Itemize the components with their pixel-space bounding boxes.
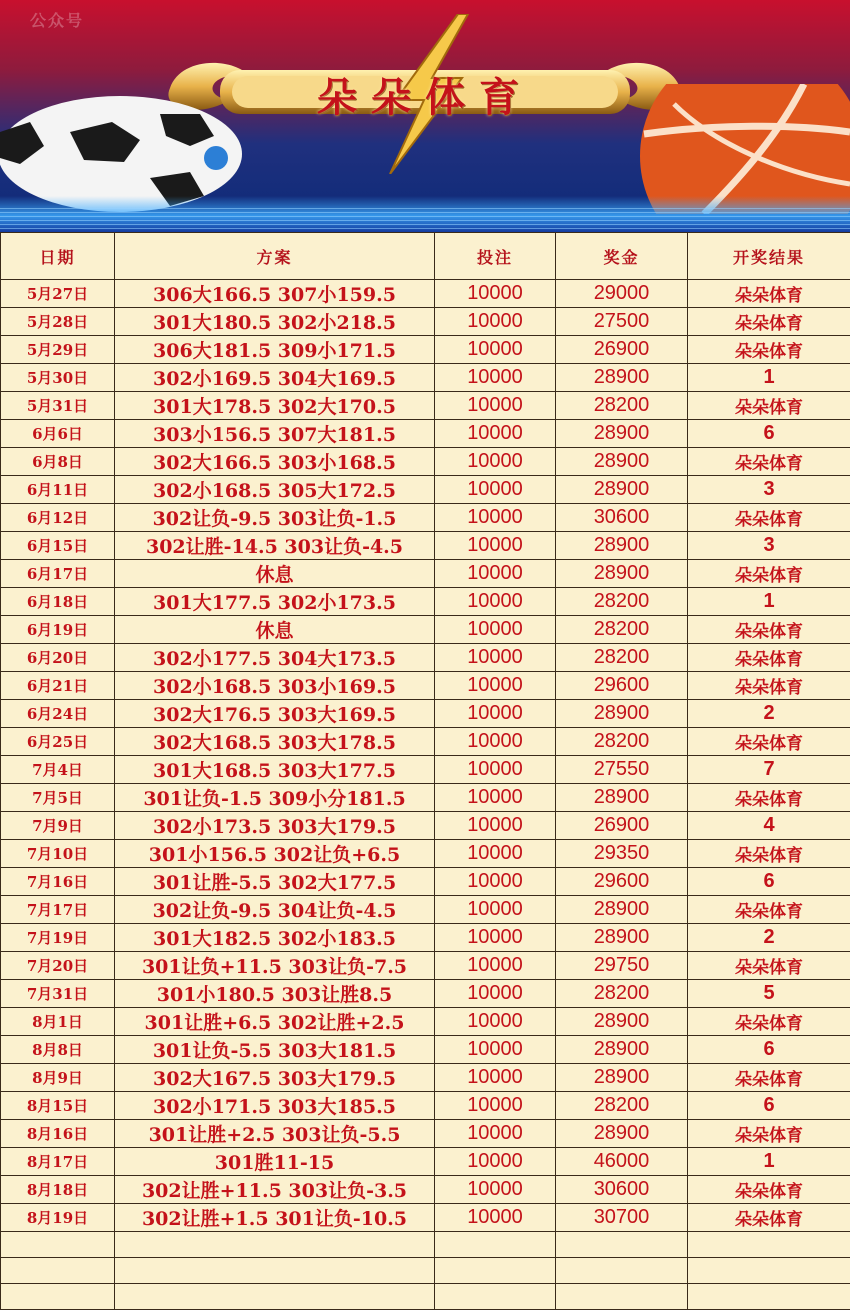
header-banner <box>0 0 850 232</box>
brand-logo-text: 朵朵体育 <box>228 66 622 123</box>
empty-cell <box>115 1258 435 1284</box>
empty-cell <box>556 1258 688 1284</box>
empty-cell <box>688 1258 850 1284</box>
cell-result: 朵朵体育 <box>688 784 850 812</box>
header-date: 日期 <box>1 233 115 280</box>
cell-prize: 26900 <box>556 336 688 364</box>
cell-plan: 301让胜+6.5 302让胜+2.5 <box>115 1008 435 1036</box>
cell-result: 6 <box>688 420 850 448</box>
cell-date: 6月8日 <box>1 448 115 476</box>
cell-prize: 28900 <box>556 700 688 728</box>
cell-plan: 301让胜-5.5 302大177.5 <box>115 868 435 896</box>
cell-result: 4 <box>688 812 850 840</box>
cell-result: 朵朵体育 <box>688 1204 850 1232</box>
cell-plan: 302让胜+1.5 301让负-10.5 <box>115 1204 435 1232</box>
cell-date: 8月15日 <box>1 1092 115 1120</box>
cell-prize: 29000 <box>556 280 688 308</box>
cell-result: 朵朵体育 <box>688 392 850 420</box>
cell-prize: 28200 <box>556 392 688 420</box>
cell-stake: 10000 <box>435 1092 556 1120</box>
cell-date: 6月17日 <box>1 560 115 588</box>
table-row <box>1 784 850 812</box>
cell-stake: 10000 <box>435 1008 556 1036</box>
cell-prize: 29350 <box>556 840 688 868</box>
empty-row <box>1 1232 850 1258</box>
table-row <box>1 1008 850 1036</box>
cell-result: 朵朵体育 <box>688 840 850 868</box>
cell-date: 8月18日 <box>1 1176 115 1204</box>
cell-date: 8月1日 <box>1 1008 115 1036</box>
table-row <box>1 476 850 504</box>
empty-cell <box>435 1232 556 1258</box>
cell-prize: 28900 <box>556 1120 688 1148</box>
cell-prize: 46000 <box>556 1148 688 1176</box>
table-row <box>1 560 850 588</box>
table-row <box>1 840 850 868</box>
cell-result: 5 <box>688 980 850 1008</box>
empty-cell <box>115 1232 435 1258</box>
cell-result: 朵朵体育 <box>688 644 850 672</box>
cell-stake: 10000 <box>435 868 556 896</box>
table-row <box>1 896 850 924</box>
empty-row <box>1 1258 850 1284</box>
cell-plan: 301大182.5 302小183.5 <box>115 924 435 952</box>
cell-date: 6月21日 <box>1 672 115 700</box>
cell-date: 6月25日 <box>1 728 115 756</box>
cell-plan: 301让胜+2.5 303让负-5.5 <box>115 1120 435 1148</box>
cell-result: 朵朵体育 <box>688 952 850 980</box>
cell-prize: 28900 <box>556 532 688 560</box>
table-row <box>1 280 850 308</box>
cell-result: 朵朵体育 <box>688 448 850 476</box>
cell-date: 7月19日 <box>1 924 115 952</box>
table-row <box>1 364 850 392</box>
cell-prize: 28200 <box>556 1092 688 1120</box>
cell-prize: 28900 <box>556 1008 688 1036</box>
cell-date: 5月29日 <box>1 336 115 364</box>
cell-stake: 10000 <box>435 280 556 308</box>
cell-result: 朵朵体育 <box>688 560 850 588</box>
cell-prize: 30600 <box>556 504 688 532</box>
cell-plan: 302让负-9.5 304让负-4.5 <box>115 896 435 924</box>
cell-plan: 301大177.5 302小173.5 <box>115 588 435 616</box>
table-row <box>1 952 850 980</box>
cell-plan: 302让负-9.5 303让负-1.5 <box>115 504 435 532</box>
table-row <box>1 1092 850 1120</box>
cell-plan: 302大166.5 303小168.5 <box>115 448 435 476</box>
cell-prize: 28200 <box>556 980 688 1008</box>
cell-prize: 28900 <box>556 924 688 952</box>
cell-stake: 10000 <box>435 616 556 644</box>
table-row <box>1 336 850 364</box>
cell-date: 6月6日 <box>1 420 115 448</box>
empty-cell <box>115 1284 435 1310</box>
cell-plan: 301大180.5 302小218.5 <box>115 308 435 336</box>
cell-result: 6 <box>688 868 850 896</box>
table-row <box>1 1204 850 1232</box>
cell-stake: 10000 <box>435 896 556 924</box>
table-header <box>1 233 850 280</box>
cell-date: 5月31日 <box>1 392 115 420</box>
cell-stake: 10000 <box>435 504 556 532</box>
cell-prize: 30700 <box>556 1204 688 1232</box>
cell-result: 1 <box>688 364 850 392</box>
cell-stake: 10000 <box>435 1036 556 1064</box>
cell-stake: 10000 <box>435 308 556 336</box>
table-row <box>1 588 850 616</box>
cell-stake: 10000 <box>435 1120 556 1148</box>
cell-plan: 301胜11-15 <box>115 1148 435 1176</box>
cell-stake: 10000 <box>435 1204 556 1232</box>
cell-plan: 302小169.5 304大169.5 <box>115 364 435 392</box>
cell-result: 朵朵体育 <box>688 308 850 336</box>
cell-date: 8月9日 <box>1 1064 115 1092</box>
cell-result: 朵朵体育 <box>688 1176 850 1204</box>
cell-date: 8月8日 <box>1 1036 115 1064</box>
cell-date: 6月18日 <box>1 588 115 616</box>
cell-stake: 10000 <box>435 448 556 476</box>
cell-result: 2 <box>688 700 850 728</box>
cell-date: 5月27日 <box>1 280 115 308</box>
cell-result: 朵朵体育 <box>688 280 850 308</box>
empty-cell <box>435 1258 556 1284</box>
header-prize: 奖金 <box>556 233 688 280</box>
cell-result: 6 <box>688 1036 850 1064</box>
cell-stake: 10000 <box>435 476 556 504</box>
table-row <box>1 532 850 560</box>
cell-plan: 301大178.5 302大170.5 <box>115 392 435 420</box>
cell-date: 7月9日 <box>1 812 115 840</box>
cell-stake: 10000 <box>435 756 556 784</box>
empty-cell <box>1 1232 115 1258</box>
cell-date: 7月10日 <box>1 840 115 868</box>
cell-stake: 10000 <box>435 1064 556 1092</box>
cell-result: 2 <box>688 924 850 952</box>
cell-prize: 27500 <box>556 308 688 336</box>
cell-stake: 10000 <box>435 1176 556 1204</box>
cell-stake: 10000 <box>435 532 556 560</box>
empty-cell <box>688 1232 850 1258</box>
cell-prize: 28900 <box>556 420 688 448</box>
empty-cell <box>556 1284 688 1310</box>
table-row <box>1 868 850 896</box>
cell-plan: 302小168.5 305大172.5 <box>115 476 435 504</box>
table-row <box>1 1036 850 1064</box>
cell-plan: 303小156.5 307大181.5 <box>115 420 435 448</box>
empty-row <box>1 1284 850 1310</box>
cell-result: 朵朵体育 <box>688 672 850 700</box>
table-row <box>1 756 850 784</box>
cell-prize: 26900 <box>556 812 688 840</box>
cell-date: 7月31日 <box>1 980 115 1008</box>
cell-plan: 302让胜-14.5 303让负-4.5 <box>115 532 435 560</box>
cell-result: 朵朵体育 <box>688 1120 850 1148</box>
cell-prize: 28200 <box>556 644 688 672</box>
cell-plan: 306大181.5 309小171.5 <box>115 336 435 364</box>
cell-result: 3 <box>688 476 850 504</box>
cell-plan: 301让负-5.5 303大181.5 <box>115 1036 435 1064</box>
table-row <box>1 1120 850 1148</box>
table-row <box>1 700 850 728</box>
table-row <box>1 308 850 336</box>
cell-prize: 28900 <box>556 364 688 392</box>
cell-prize: 28900 <box>556 1064 688 1092</box>
empty-cell <box>435 1284 556 1310</box>
cell-stake: 10000 <box>435 336 556 364</box>
empty-cell <box>1 1258 115 1284</box>
cell-prize: 30600 <box>556 1176 688 1204</box>
cell-plan: 休息 <box>115 560 435 588</box>
cell-stake: 10000 <box>435 784 556 812</box>
cell-plan: 休息 <box>115 616 435 644</box>
cell-prize: 28200 <box>556 588 688 616</box>
cell-date: 8月16日 <box>1 1120 115 1148</box>
table-row <box>1 812 850 840</box>
cell-plan: 301大168.5 303大177.5 <box>115 756 435 784</box>
cell-date: 7月4日 <box>1 756 115 784</box>
cell-plan: 301小180.5 303让胜8.5 <box>115 980 435 1008</box>
cell-plan: 306大166.5 307小159.5 <box>115 280 435 308</box>
empty-cell <box>1 1284 115 1310</box>
cell-result: 1 <box>688 588 850 616</box>
table-row <box>1 1176 850 1204</box>
table-row <box>1 1064 850 1092</box>
cell-stake: 10000 <box>435 952 556 980</box>
table-row <box>1 728 850 756</box>
cell-prize: 27550 <box>556 756 688 784</box>
table-body <box>1 280 850 1310</box>
cell-prize: 28900 <box>556 1036 688 1064</box>
empty-cell <box>688 1284 850 1310</box>
cell-date: 8月19日 <box>1 1204 115 1232</box>
cell-plan: 301小156.5 302让负+6.5 <box>115 840 435 868</box>
cell-date: 5月28日 <box>1 308 115 336</box>
cell-plan: 302让胜+11.5 303让负-3.5 <box>115 1176 435 1204</box>
header-result: 开奖结果 <box>688 233 850 280</box>
cell-date: 5月30日 <box>1 364 115 392</box>
table-row <box>1 448 850 476</box>
cell-date: 6月19日 <box>1 616 115 644</box>
cell-prize: 28900 <box>556 448 688 476</box>
results-table <box>0 232 850 1310</box>
cell-result: 1 <box>688 1148 850 1176</box>
cell-result: 朵朵体育 <box>688 1008 850 1036</box>
table-row <box>1 672 850 700</box>
table-row <box>1 420 850 448</box>
header-plan: 方案 <box>115 233 435 280</box>
cell-result: 6 <box>688 1092 850 1120</box>
cell-prize: 28900 <box>556 476 688 504</box>
header-stake: 投注 <box>435 233 556 280</box>
cell-prize: 29600 <box>556 672 688 700</box>
cell-stake: 10000 <box>435 644 556 672</box>
cell-prize: 28200 <box>556 616 688 644</box>
cell-date: 8月17日 <box>1 1148 115 1176</box>
cell-date: 6月12日 <box>1 504 115 532</box>
soccer-ball-icon <box>0 92 250 212</box>
cell-result: 朵朵体育 <box>688 728 850 756</box>
cell-date: 7月5日 <box>1 784 115 812</box>
cell-stake: 10000 <box>435 728 556 756</box>
cell-result: 朵朵体育 <box>688 1064 850 1092</box>
cell-plan: 302小171.5 303大185.5 <box>115 1092 435 1120</box>
table-row <box>1 644 850 672</box>
cell-stake: 10000 <box>435 840 556 868</box>
cell-date: 6月15日 <box>1 532 115 560</box>
cell-plan: 302小168.5 303小169.5 <box>115 672 435 700</box>
cell-prize: 28900 <box>556 784 688 812</box>
cell-stake: 10000 <box>435 980 556 1008</box>
cell-prize: 29750 <box>556 952 688 980</box>
cell-plan: 302大167.5 303大179.5 <box>115 1064 435 1092</box>
cell-prize: 28900 <box>556 560 688 588</box>
cell-plan: 302大168.5 303大178.5 <box>115 728 435 756</box>
cell-stake: 10000 <box>435 560 556 588</box>
cell-stake: 10000 <box>435 700 556 728</box>
cell-date: 6月11日 <box>1 476 115 504</box>
cell-plan: 302小173.5 303大179.5 <box>115 812 435 840</box>
table-row <box>1 616 850 644</box>
cell-result: 朵朵体育 <box>688 616 850 644</box>
cell-date: 7月20日 <box>1 952 115 980</box>
cell-prize: 28200 <box>556 728 688 756</box>
cell-result: 朵朵体育 <box>688 336 850 364</box>
cell-plan: 301让负-1.5 309小分181.5 <box>115 784 435 812</box>
table-row <box>1 504 850 532</box>
cell-stake: 10000 <box>435 364 556 392</box>
cell-prize: 28900 <box>556 896 688 924</box>
cell-stake: 10000 <box>435 812 556 840</box>
cell-stake: 10000 <box>435 1148 556 1176</box>
cell-result: 3 <box>688 532 850 560</box>
table-row <box>1 392 850 420</box>
cell-date: 6月20日 <box>1 644 115 672</box>
table-row <box>1 1148 850 1176</box>
cell-date: 7月17日 <box>1 896 115 924</box>
cell-stake: 10000 <box>435 420 556 448</box>
watermark: 公众号 <box>30 8 84 31</box>
basketball-icon <box>634 84 850 214</box>
cell-result: 朵朵体育 <box>688 896 850 924</box>
table-row <box>1 980 850 1008</box>
cell-plan: 302小177.5 304大173.5 <box>115 644 435 672</box>
cell-stake: 10000 <box>435 588 556 616</box>
cell-prize: 29600 <box>556 868 688 896</box>
cell-stake: 10000 <box>435 392 556 420</box>
cell-plan: 301让负+11.5 303让负-7.5 <box>115 952 435 980</box>
banner-light-lines <box>0 208 850 232</box>
cell-result: 朵朵体育 <box>688 504 850 532</box>
cell-stake: 10000 <box>435 672 556 700</box>
empty-cell <box>556 1232 688 1258</box>
table-row <box>1 924 850 952</box>
cell-plan: 302大176.5 303大169.5 <box>115 700 435 728</box>
cell-result: 7 <box>688 756 850 784</box>
cell-stake: 10000 <box>435 924 556 952</box>
cell-date: 7月16日 <box>1 868 115 896</box>
cell-date: 6月24日 <box>1 700 115 728</box>
